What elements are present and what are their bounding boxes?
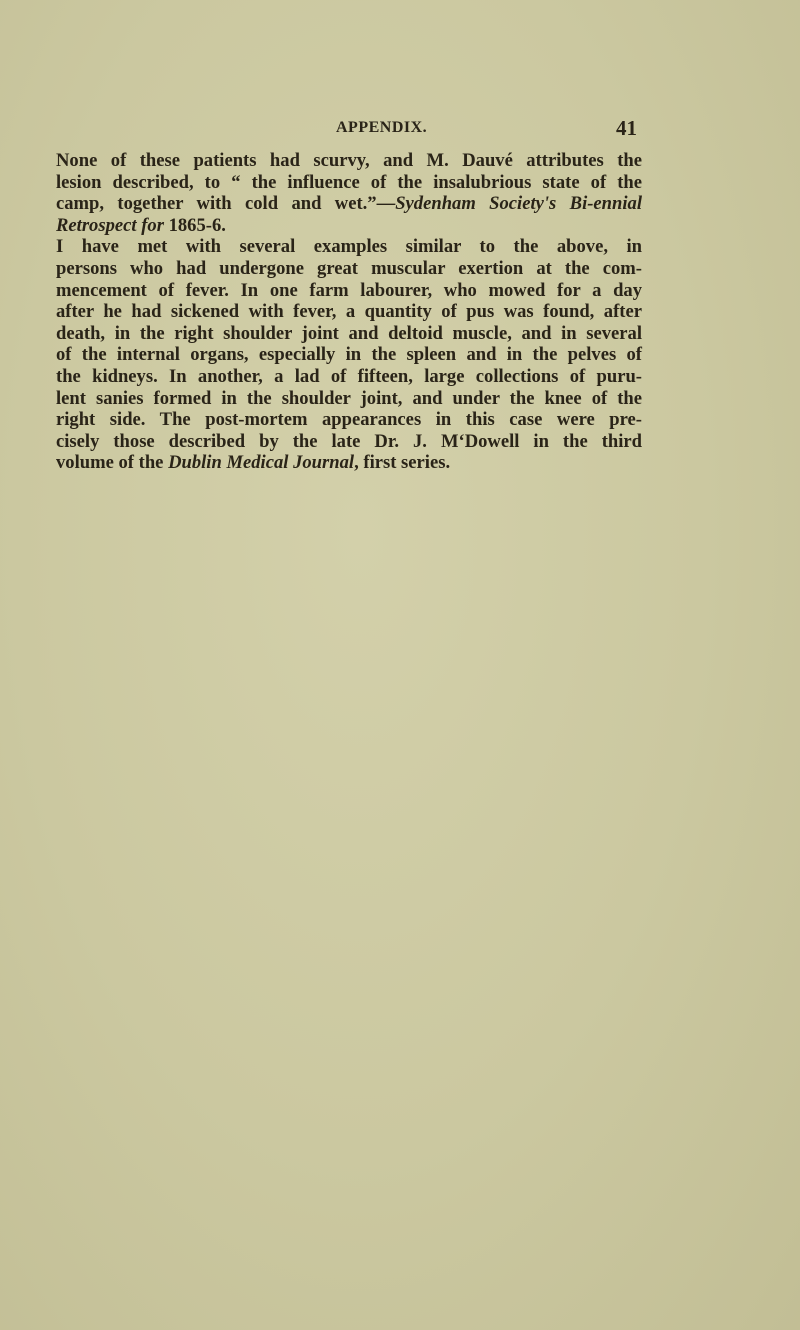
text-line [56, 366, 642, 388]
text-segment: volume of the [56, 452, 164, 474]
text-line [56, 258, 642, 280]
text-line [56, 150, 642, 172]
citation-italic-cont: Retrospect for [56, 214, 164, 236]
running-header [0, 116, 800, 140]
journal-italic: Dublin Medical Journal [168, 452, 355, 474]
page-number: 41 [616, 116, 637, 140]
text-segment: the kidneys. In another, a lad of fifteen, large collections of puru- [56, 365, 642, 387]
text-segment: of the internal organs, especially in the spleen and in the pelves of [56, 344, 642, 366]
text-segment: I have met with several examples similar to the above, in [56, 236, 642, 258]
running-title: APPENDIX. [336, 119, 428, 136]
text-line [56, 409, 642, 431]
text-line [56, 452, 642, 474]
text-segment: death, in the right shoulder joint and deltoid muscle, and in several [56, 322, 642, 344]
text-line [56, 388, 642, 410]
text-segment: cisely those described by the late Dr. J. M‘Dowell in the third [56, 430, 642, 452]
text-line [56, 323, 642, 345]
text-segment: first series. [363, 452, 451, 474]
body-text [56, 150, 642, 474]
citation-year: 1865-6. [163, 214, 226, 236]
text-segment: lesion described, to “ the influence of the insalubrious state of the [56, 171, 642, 193]
text-line [56, 236, 642, 258]
text-segment: mencement of fever. In one farm labourer, who mowed for a day [56, 279, 642, 301]
text-line [56, 280, 642, 302]
text-line [56, 301, 642, 323]
text-line [56, 431, 642, 453]
text-segment: right side. The post-mortem appearances in this case were pre- [56, 409, 642, 431]
text-segment: after he had sickened with fever, a quantity of pus was found, after [56, 301, 642, 323]
text-line [56, 193, 642, 215]
journal-suffix: , [354, 452, 359, 474]
citation-italic: Sydenham Society's Bi-ennial [395, 193, 642, 215]
text-segment: lent sanies formed in the shoulder joint, and under the knee of the [56, 387, 642, 409]
text-segment: None of these patients had scurvy, and M. Dauvé attributes the [56, 150, 642, 171]
text-line [56, 215, 642, 237]
text-line [56, 344, 642, 366]
text-line [56, 172, 642, 194]
text-segment: persons who had undergone great muscular exertion at the com- [56, 257, 642, 279]
text-segment: camp, together with cold and wet.”— [56, 193, 396, 215]
